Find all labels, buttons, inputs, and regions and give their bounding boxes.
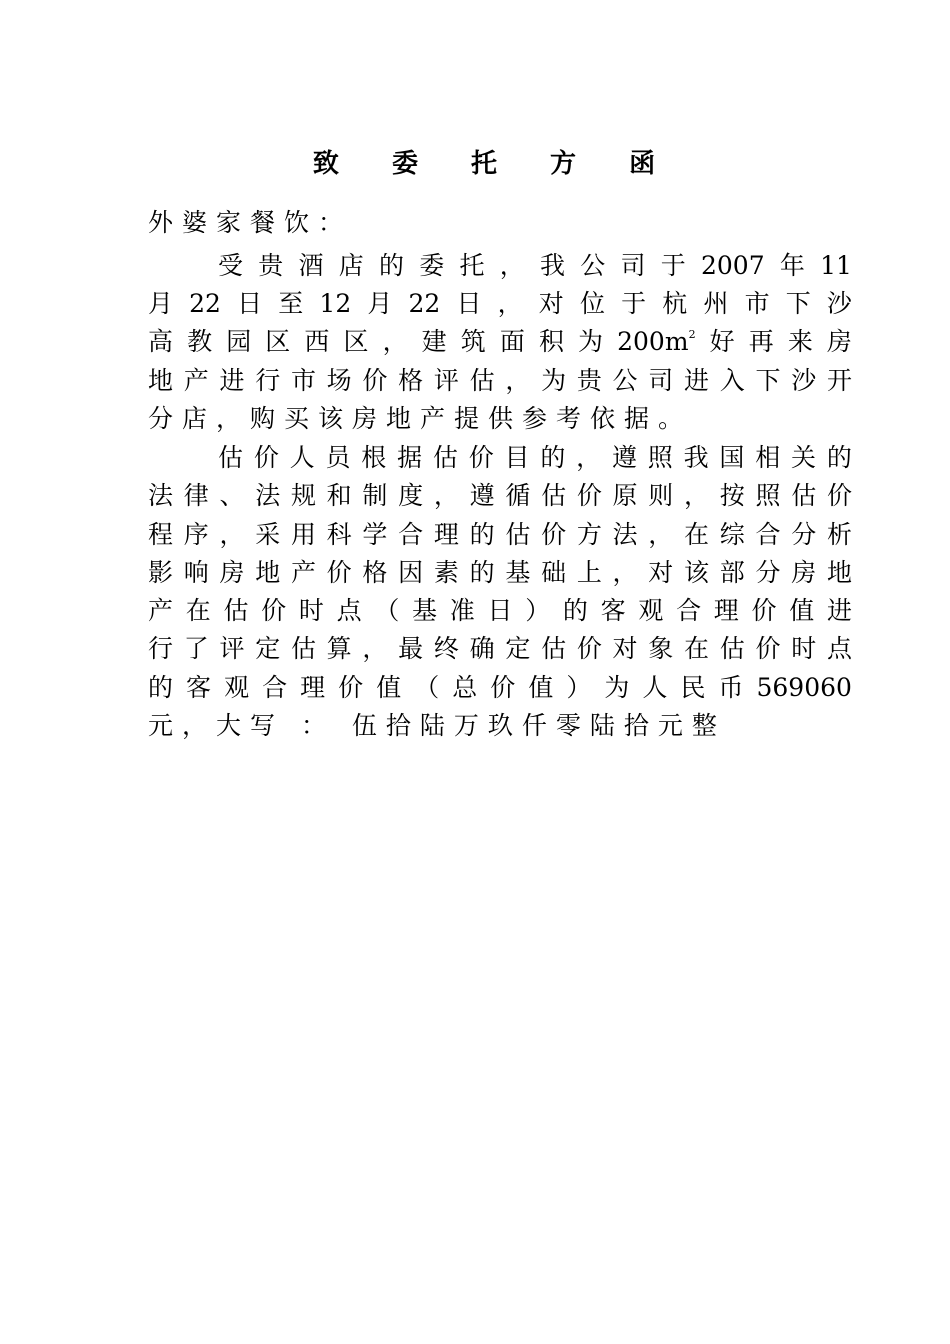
paragraph2-line1-token: 遵 xyxy=(611,443,637,472)
paragraph1-line4-token: 贵 xyxy=(576,366,602,395)
paragraph2-line1-token: 的 xyxy=(826,443,852,472)
paragraph2-line3-token: 合 xyxy=(398,520,424,549)
paragraph2-line2-token: 原 xyxy=(612,481,638,510)
paragraph1-line3-before-token: 西 xyxy=(304,327,330,356)
paragraph2-line4-token: 地 xyxy=(255,558,281,587)
paragraph2-line1-token: 价 xyxy=(468,443,494,472)
paragraph2-line4-token: 对 xyxy=(648,558,674,587)
area-value: $200m^2$ xyxy=(617,327,696,356)
paragraph2-line4-token: 的 xyxy=(469,558,495,587)
paragraph2-line4-token: 素 xyxy=(433,558,459,587)
paragraph2-line6-token: 时 xyxy=(791,634,817,663)
paragraph2-line5-token: 产 xyxy=(148,596,174,625)
paragraph2-line4-token: ， xyxy=(612,558,638,587)
paragraph1-line3-before-token: 区 xyxy=(265,327,291,356)
paragraph2-line2-token: 度 xyxy=(398,481,424,510)
paragraph1-line2-token: ， xyxy=(497,289,523,318)
paragraph1-line3 xyxy=(148,323,852,361)
paragraph1-line4-token: 场 xyxy=(326,366,352,395)
paragraph2-line7-token: 总 xyxy=(452,673,478,702)
paragraph2-line3-token: 综 xyxy=(719,520,745,549)
paragraph2-line5-token: 基 xyxy=(412,596,438,625)
paragraph2-line7-token: 为 xyxy=(604,673,630,702)
paragraph1-line1-token: ， xyxy=(499,251,525,280)
paragraph2-line1-token: 估 xyxy=(432,443,458,472)
paragraph1-line4-token: 产 xyxy=(183,366,209,395)
paragraph2-line2-token: 照 xyxy=(755,481,781,510)
paragraph2-line3-token: 合 xyxy=(755,520,781,549)
paragraph1-line1-token: 我 xyxy=(540,251,566,280)
paragraph2-line6-token: 价 xyxy=(755,634,781,663)
paragraph1-line2-token: 于 xyxy=(621,289,647,318)
paragraph1-line4-token: 开 xyxy=(826,366,852,395)
paragraph2-line2-token: 估 xyxy=(541,481,567,510)
paragraph1-line1-token: 的 xyxy=(379,251,405,280)
paragraph2-line6-token: 估 xyxy=(290,634,316,663)
paragraph1-line4-token: 估 xyxy=(469,366,495,395)
paragraph2-line7-token: 值 xyxy=(528,673,554,702)
paragraph2-line6-token: 在 xyxy=(684,634,710,663)
paragraph2-line5-token: 日 xyxy=(487,596,513,625)
paragraph2-line4-token: 房 xyxy=(219,558,245,587)
paragraph2-line5-token: 值 xyxy=(789,596,815,625)
paragraph1-line4 xyxy=(148,362,852,400)
paragraph2-line2-token: 则 xyxy=(648,481,674,510)
paragraph2-line3-token: 科 xyxy=(326,520,352,549)
paragraph2-line7-token: 价 xyxy=(490,673,516,702)
paragraph2-line5-token: 客 xyxy=(600,596,626,625)
paragraph1-line1-token: 公 xyxy=(580,251,606,280)
paragraph2-line5-token: 在 xyxy=(185,596,211,625)
paragraph2-line3-token: ， xyxy=(648,520,674,549)
paragraph2-line7-token: 民 xyxy=(680,673,706,702)
paragraph2-line1-token: 关 xyxy=(791,443,817,472)
paragraph2-line6-token: 终 xyxy=(433,634,459,663)
paragraph2-line4-token: 格 xyxy=(362,558,388,587)
paragraph2-line4-token: 础 xyxy=(541,558,567,587)
paragraph2-line2-token: ， xyxy=(433,481,459,510)
paragraph2-line7-token: 价 xyxy=(338,673,364,702)
paragraph1-line3-after-token: 房 xyxy=(826,327,852,356)
paragraph2-line5 xyxy=(148,592,852,630)
paragraph1-line3-before-token: 区 xyxy=(343,327,369,356)
paragraph2-line7-token: ） xyxy=(566,673,592,702)
paragraph2-line5-token: 进 xyxy=(826,596,852,625)
paragraph2-line6-token: 估 xyxy=(541,634,567,663)
paragraph2-line3-token: 程 xyxy=(148,520,174,549)
paragraph2-line1-token: 人 xyxy=(289,443,315,472)
paragraph1-line3-after-token: 再 xyxy=(748,327,774,356)
paragraph2-line5-token: 价 xyxy=(751,596,777,625)
paragraph1-line4-token: 进 xyxy=(684,366,710,395)
paragraph2-line4-token: 响 xyxy=(183,558,209,587)
area-superscript: 2 xyxy=(688,328,696,341)
paragraph2-line7-token: 观 xyxy=(224,673,250,702)
paragraph1-line4-token: 入 xyxy=(719,366,745,395)
paragraph2-line4-token: 房 xyxy=(791,558,817,587)
paragraph1-line3-before-token: 高 xyxy=(148,327,174,356)
paragraph2-line2-token: ， xyxy=(684,481,710,510)
paragraph2-line5-token: 合 xyxy=(676,596,702,625)
paragraph2-line3-token: 在 xyxy=(684,520,710,549)
paragraph1-line3-before-token: 教 xyxy=(187,327,213,356)
paragraph1-line1-token: 11 xyxy=(820,251,852,280)
paragraph2-line7-token: 合 xyxy=(262,673,288,702)
paragraph1-line1-token: 于 xyxy=(660,251,686,280)
paragraph2-line6-token: 价 xyxy=(576,634,602,663)
paragraph2-line6-token: 确 xyxy=(469,634,495,663)
paragraph1-line4-token: 评 xyxy=(433,366,459,395)
paragraph2-line7-token: 币 xyxy=(718,673,744,702)
paragraph1-line3-before-token: 建 xyxy=(421,327,447,356)
salutation: 外婆家餐饮： xyxy=(148,208,353,237)
paragraph2-line2 xyxy=(148,477,852,515)
paragraph1-line3-after-token: 好 xyxy=(709,327,735,356)
paragraph2-line1-token: 相 xyxy=(755,443,781,472)
paragraph2-line5-token: 点 xyxy=(336,596,362,625)
paragraph2-line3-token: 价 xyxy=(541,520,567,549)
paragraph1-line2-token: 日 xyxy=(456,289,482,318)
paragraph2-line4-token: 影 xyxy=(148,558,174,587)
paragraph2-line2-token: 、 xyxy=(219,481,245,510)
paragraph1-line4-token: 司 xyxy=(648,366,674,395)
paragraph1-line2-token: 22 xyxy=(189,289,221,318)
paragraph1-line3-before-token: 积 xyxy=(538,327,564,356)
paragraph2-line1-token: 价 xyxy=(253,443,279,472)
paragraph2-line4-token: 上 xyxy=(576,558,602,587)
paragraph2-line7-token: 客 xyxy=(186,673,212,702)
paragraph1-line4-token: 为 xyxy=(541,366,567,395)
paragraph2-line2-token: 价 xyxy=(826,481,852,510)
paragraph1-line3-before-token: 为 xyxy=(578,327,604,356)
paragraph2-line6-token: 算 xyxy=(326,634,352,663)
paragraph2-line3-token: 序 xyxy=(183,520,209,549)
paragraph1-line1-token: 年 xyxy=(779,251,805,280)
paragraph2-line6-token: 定 xyxy=(255,634,281,663)
paragraph1-line2-token: 12 xyxy=(319,289,352,318)
paragraph2-line5-token: 的 xyxy=(562,596,588,625)
paragraph1-line4-token: 格 xyxy=(398,366,424,395)
paragraph2-line4-token: 该 xyxy=(684,558,710,587)
paragraph2-line6-token: ， xyxy=(362,634,388,663)
paragraph2-line6-token: 定 xyxy=(505,634,531,663)
paragraph2-line6-token: 了 xyxy=(183,634,209,663)
paragraph2-line3-token: 方 xyxy=(576,520,602,549)
paragraph1-line3-before-token: 园 xyxy=(226,327,252,356)
paragraph2-line3-token: 的 xyxy=(469,520,495,549)
paragraph2-line1 xyxy=(218,439,852,477)
paragraph2-line3-token: 析 xyxy=(826,520,852,549)
paragraph1-line4-token: 公 xyxy=(612,366,638,395)
paragraph2-line3 xyxy=(148,516,852,554)
paragraph2-line6-token: 最 xyxy=(398,634,424,663)
paragraph2-line5-token: 时 xyxy=(298,596,324,625)
paragraph2-line3-token: 用 xyxy=(290,520,316,549)
paragraph1-line2-token: 州 xyxy=(703,289,729,318)
paragraph2-line7-token: 的 xyxy=(148,673,174,702)
paragraph2-line2-token: 价 xyxy=(576,481,602,510)
paragraph2-line2-token: 律 xyxy=(183,481,209,510)
paragraph2-line5-token: 估 xyxy=(223,596,249,625)
paragraph1-line3-after-token: 来 xyxy=(787,327,813,356)
paragraph1-line4-token: 地 xyxy=(148,366,174,395)
paragraph1-line1-token: 酒 xyxy=(298,251,324,280)
paragraph2-line3-token: ， xyxy=(219,520,245,549)
paragraph2-line7-token: 理 xyxy=(300,673,326,702)
paragraph2-line2-token: 法 xyxy=(255,481,281,510)
paragraph2-line7-token: （ xyxy=(414,673,440,702)
paragraph2-line5-token: （ xyxy=(374,596,400,625)
paragraph1-line2-token: 位 xyxy=(579,289,605,318)
document-title: 致 委 托 方 函 xyxy=(312,149,678,179)
paragraph2-line2-token: 和 xyxy=(326,481,352,510)
paragraph1-line2-token: 杭 xyxy=(662,289,688,318)
paragraph2-line3-token: 采 xyxy=(255,520,281,549)
paragraph1-line2-token: 日 xyxy=(237,289,263,318)
paragraph2-line6-token: 对 xyxy=(612,634,638,663)
paragraph2-line5-token: 价 xyxy=(261,596,287,625)
paragraph1-line1-token: 2007 xyxy=(701,251,765,280)
paragraph2-line4-token: 因 xyxy=(398,558,424,587)
paragraph2-line1-token: 据 xyxy=(397,443,423,472)
paragraph2-line3-token: 估 xyxy=(505,520,531,549)
paragraph2-line3-token: 理 xyxy=(433,520,459,549)
paragraph2-line6-token: 估 xyxy=(719,634,745,663)
paragraph2-line1-token: 我 xyxy=(683,443,709,472)
paragraph1-line1-token: 托 xyxy=(459,251,485,280)
paragraph2-line4-token: 部 xyxy=(719,558,745,587)
paragraph1-line4-token: 行 xyxy=(255,366,281,395)
paragraph2-line1-token: ， xyxy=(576,443,602,472)
paragraph2-line2-token: 遵 xyxy=(469,481,495,510)
paragraph2-line8: 元，大写 ： 伍拾陆万玖仟零陆拾元整 xyxy=(148,711,726,740)
paragraph2-line4 xyxy=(148,554,852,592)
paragraph2-line1-token: 照 xyxy=(647,443,673,472)
paragraph2-line2-token: 法 xyxy=(148,481,174,510)
paragraph1-line1-token: 店 xyxy=(338,251,364,280)
paragraph2-line5-token: 观 xyxy=(638,596,664,625)
paragraph2-line5-token: ） xyxy=(525,596,551,625)
paragraph1-line4-token: 进 xyxy=(219,366,245,395)
paragraph2-line7 xyxy=(148,669,852,707)
paragraph1-line2-token: 月 xyxy=(148,289,174,318)
paragraph1-line1-token: 受 xyxy=(218,251,244,280)
paragraph1-line3-before-token: ， xyxy=(382,327,408,356)
paragraph2-line7-token: 值 xyxy=(376,673,402,702)
paragraph2-line6-token: 行 xyxy=(148,634,174,663)
paragraph2-line4-token: 分 xyxy=(755,558,781,587)
paragraph2-line2-token: 规 xyxy=(290,481,316,510)
paragraph2-line2-token: 按 xyxy=(719,481,745,510)
paragraph2-line3-token: 学 xyxy=(362,520,388,549)
paragraph2-line6-token: 象 xyxy=(648,634,674,663)
paragraph2-line4-token: 地 xyxy=(826,558,852,587)
paragraph2-line4-token: 价 xyxy=(326,558,352,587)
paragraph2-line1-token: 员 xyxy=(325,443,351,472)
paragraph2-line6-token: 评 xyxy=(219,634,245,663)
paragraph1-line2 xyxy=(148,285,852,323)
paragraph1-line4-token: 沙 xyxy=(791,366,817,395)
paragraph2-line6-token: 点 xyxy=(826,634,852,663)
paragraph2-line4-token: 产 xyxy=(290,558,316,587)
paragraph1-line3-before-token: 筑 xyxy=(460,327,486,356)
paragraph2-line3-token: 法 xyxy=(612,520,638,549)
paragraph2-line1-token: 根 xyxy=(361,443,387,472)
paragraph2-line7-token: 人 xyxy=(642,673,668,702)
paragraph2-line2-token: 制 xyxy=(362,481,388,510)
paragraph1-line5: 分店，购买该房地产提供参考依据。 xyxy=(148,404,693,433)
paragraph1-line2-token: 市 xyxy=(744,289,770,318)
paragraph1-line4-token: 市 xyxy=(290,366,316,395)
paragraph2-line1-token: 的 xyxy=(540,443,566,472)
paragraph1-line3-before-token: 面 xyxy=(499,327,525,356)
paragraph1-line1-token: 司 xyxy=(620,251,646,280)
paragraph1-line2-token: 沙 xyxy=(826,289,852,318)
paragraph1-line1-token: 贵 xyxy=(258,251,284,280)
paragraph2-line4-token: 基 xyxy=(505,558,531,587)
paragraph1-line2-token: 至 xyxy=(278,289,304,318)
paragraph2-line2-token: 循 xyxy=(505,481,531,510)
paragraph2-line1-token: 国 xyxy=(719,443,745,472)
paragraph1-line2-token: 对 xyxy=(538,289,564,318)
paragraph2-line1-token: 估 xyxy=(218,443,244,472)
paragraph1-line2-token: 22 xyxy=(408,289,441,318)
paragraph2-line2-token: 估 xyxy=(791,481,817,510)
paragraph1-line1-token: 委 xyxy=(419,251,445,280)
paragraph2-line3-token: 分 xyxy=(791,520,817,549)
paragraph2-line6 xyxy=(148,630,852,668)
paragraph2-line7-token: 569060 xyxy=(756,673,852,702)
paragraph2-line5-token: 准 xyxy=(449,596,475,625)
paragraph1-line4-token: 下 xyxy=(755,366,781,395)
paragraph2-line5-token: 理 xyxy=(713,596,739,625)
paragraph2-line1-token: 目 xyxy=(504,443,530,472)
paragraph1-line4-token: 价 xyxy=(362,366,388,395)
paragraph1-line4-token: ， xyxy=(505,366,531,395)
paragraph1-line2-token: 下 xyxy=(785,289,811,318)
paragraph1-line2-token: 月 xyxy=(367,289,393,318)
paragraph1-line1 xyxy=(218,247,852,285)
